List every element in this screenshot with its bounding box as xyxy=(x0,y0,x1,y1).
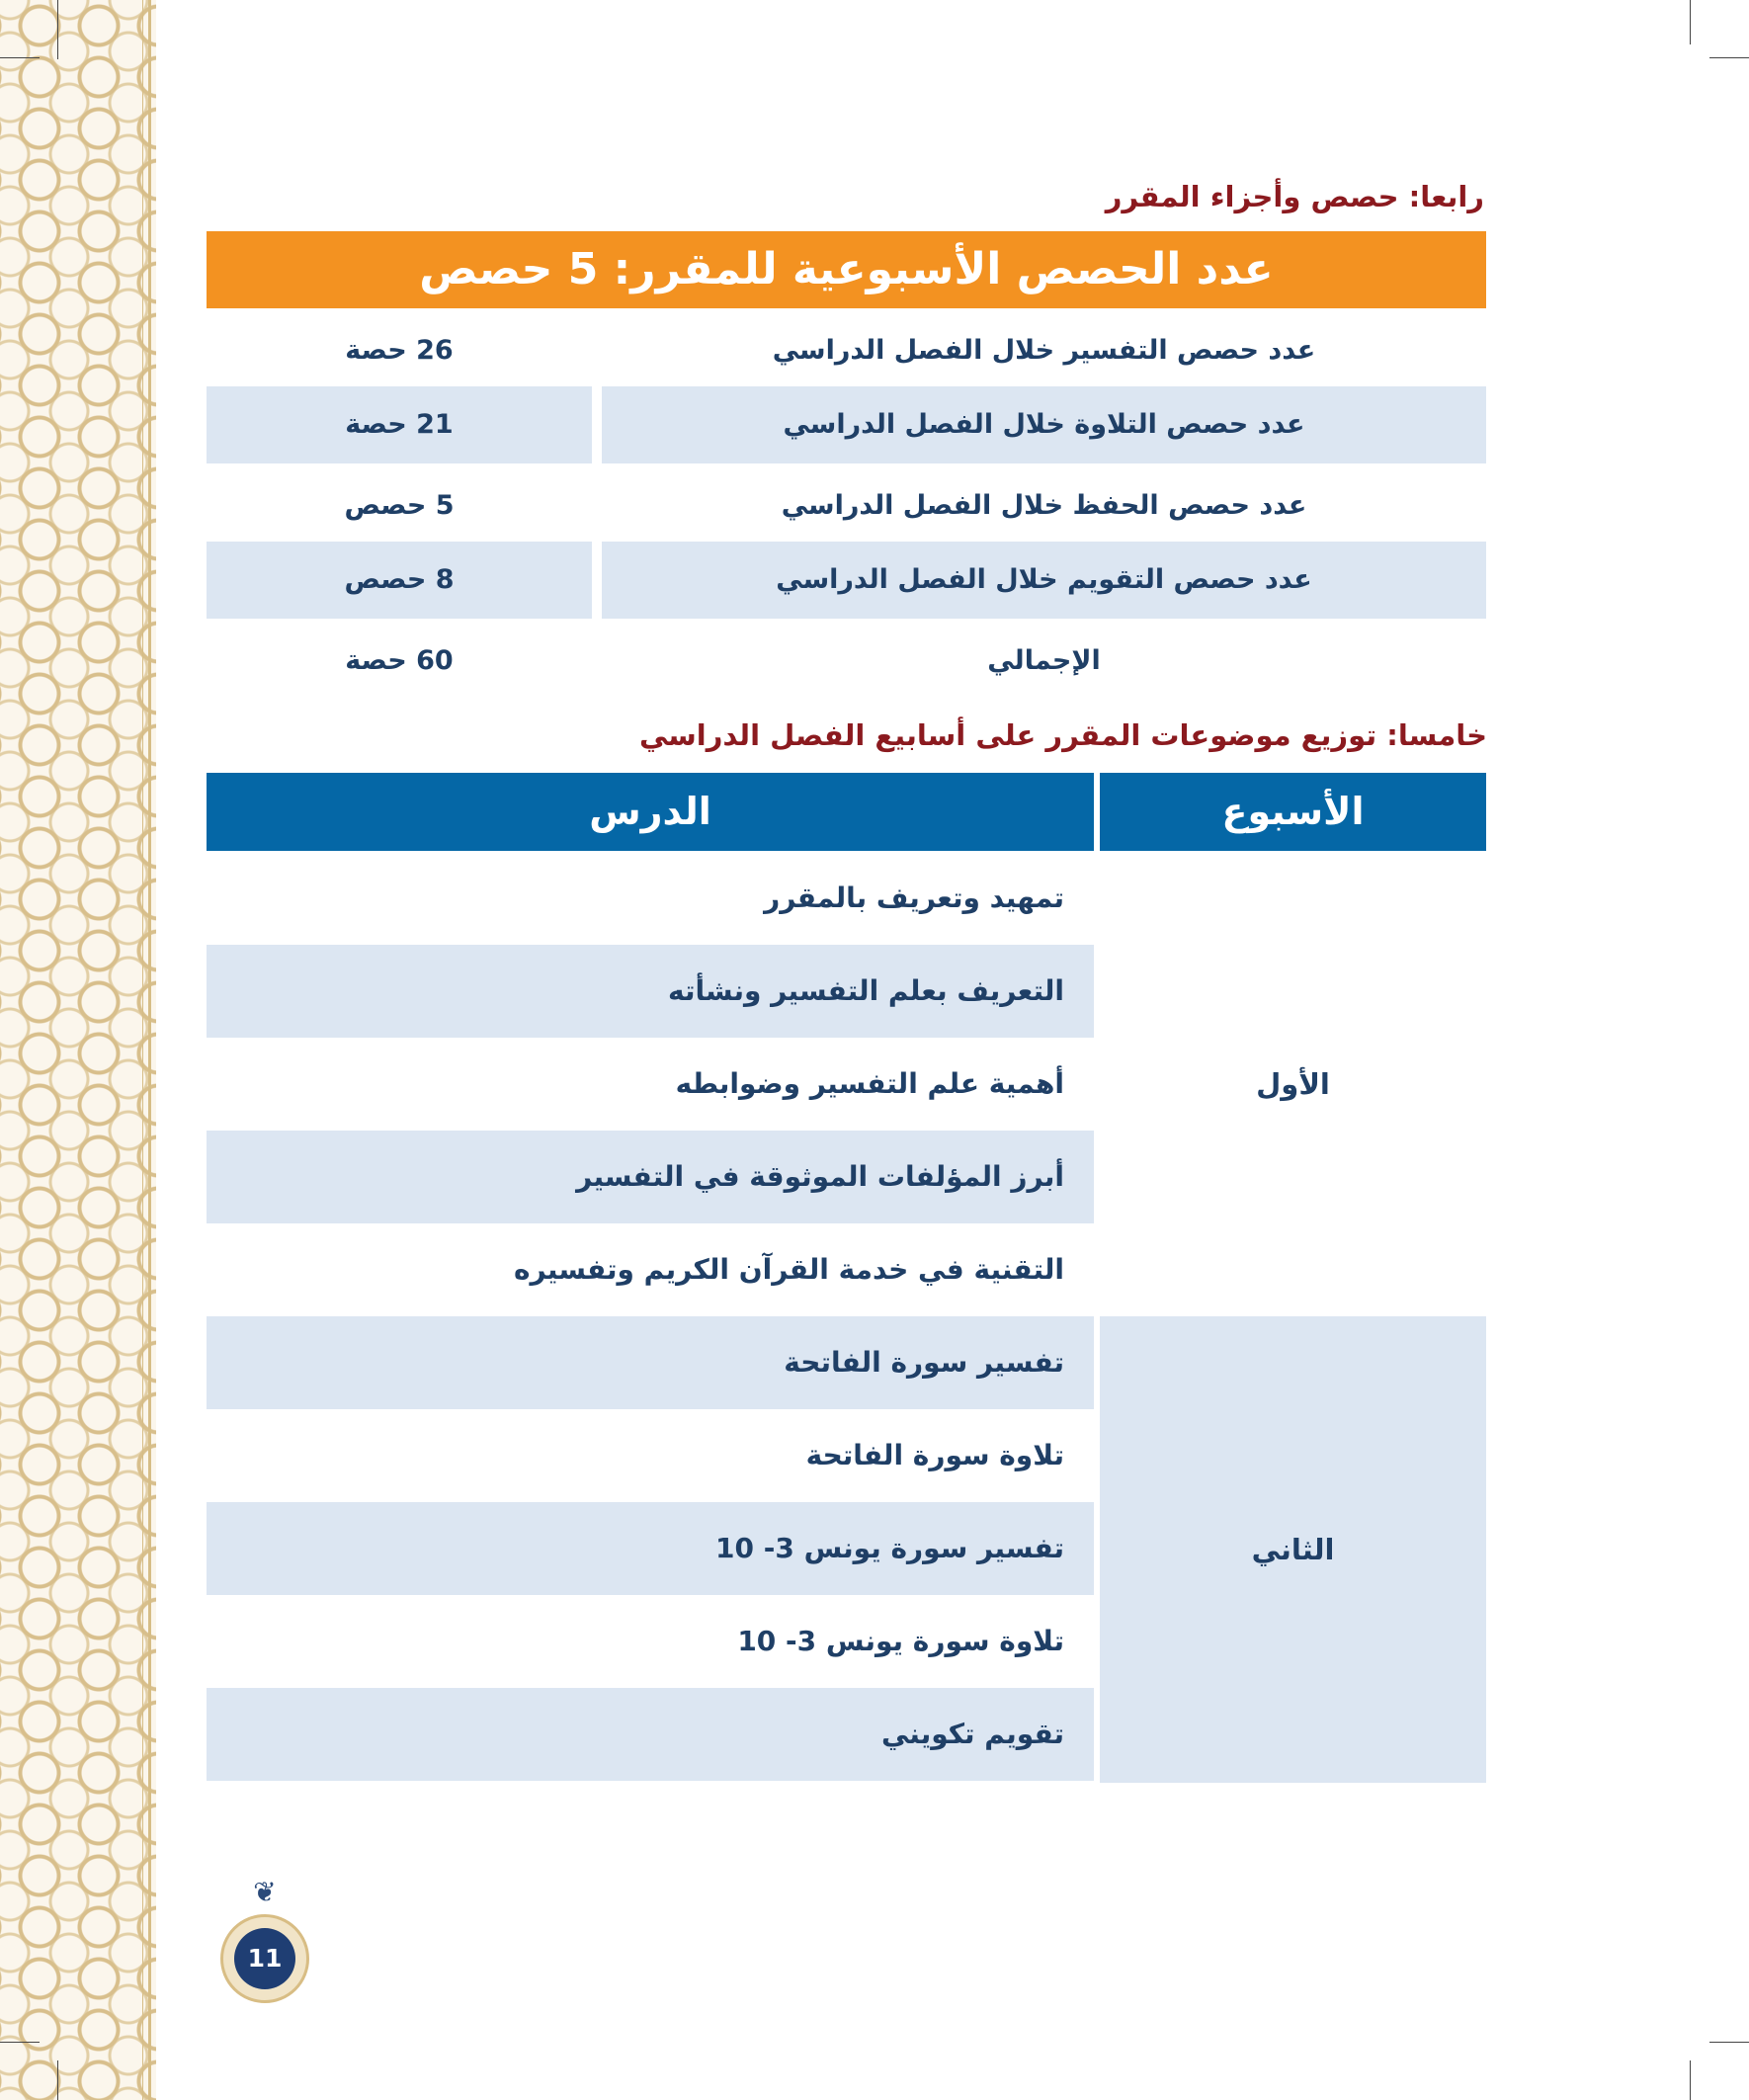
sessions-row xyxy=(207,312,1486,389)
crop-mark xyxy=(1690,0,1691,44)
border-line-thin xyxy=(142,0,143,2100)
sessions-label-text: عدد حصص التفسير خلال الفصل الدراسي xyxy=(772,335,1316,366)
sessions-row xyxy=(207,467,1486,545)
decorative-border xyxy=(0,0,156,2100)
week-cell-first: الأول xyxy=(1256,1067,1330,1101)
sessions-label: عدد حصص التقويم خلال الفصل الدراسي xyxy=(602,542,1486,619)
sessions-value: 21 حصة xyxy=(207,386,592,463)
page-number: 11 xyxy=(234,1928,295,1989)
lesson-row: أهمية علم التفسير وضوابطه xyxy=(675,1067,1064,1100)
sessions-label: عدد حصص الحفظ خلال الفصل الدراسي xyxy=(781,490,1307,521)
weekly-sessions-banner: عدد الحصص الأسبوعية للمقرر: 5 حصص xyxy=(207,231,1486,308)
sessions-label xyxy=(602,312,1486,389)
sessions-value: 26 حصة xyxy=(345,335,454,366)
sessions-total-row xyxy=(207,623,1486,700)
sessions-row xyxy=(207,386,1486,463)
border-line xyxy=(148,0,151,2100)
lesson-row: التعريف بعلم التفسير ونشأته xyxy=(207,945,1094,1038)
crop-mark xyxy=(0,2042,40,2043)
lesson-row: تقويم تكويني xyxy=(207,1688,1094,1781)
lesson-row: تلاوة سورة الفاتحة xyxy=(805,1439,1064,1471)
sessions-total-value: 60 حصة xyxy=(345,645,454,676)
lesson-row: تفسير سورة يونس 3- 10 xyxy=(207,1502,1094,1595)
lesson-row: تفسير سورة الفاتحة xyxy=(207,1316,1094,1409)
crop-mark xyxy=(1709,57,1749,58)
crop-mark xyxy=(0,57,40,58)
column-header-lesson: الدرس xyxy=(207,773,1094,851)
column-header-week: الأسبوع xyxy=(1100,773,1486,851)
crop-mark xyxy=(1709,2042,1749,2043)
lesson-row: تلاوة سورة يونس 3- 10 xyxy=(737,1625,1064,1657)
sessions-row xyxy=(207,542,1486,619)
sessions-value: 8 حصص xyxy=(207,542,592,619)
page-number-badge xyxy=(220,1914,309,2003)
sessions-label: عدد حصص التلاوة خلال الفصل الدراسي xyxy=(602,386,1486,463)
crop-mark xyxy=(1690,2060,1691,2100)
lesson-row: التقنية في خدمة القرآن الكريم وتفسيره xyxy=(513,1253,1064,1286)
lesson-row: تمهيد وتعريف بالمقرر xyxy=(764,882,1064,914)
sessions-total-label: الإجمالي xyxy=(987,645,1101,676)
section-title-fifth: خامسا: توزيع موضوعات المقرر على أسابيع الفصل الدراسي xyxy=(638,718,1487,752)
section-title-fourth: رابعا: حصص وأجزاء المقرر xyxy=(1105,180,1484,213)
lesson-row: أبرز المؤلفات الموثوقة في التفسير xyxy=(207,1131,1094,1223)
ornament-icon: ❦ xyxy=(253,1876,277,1908)
week-cell-second: الثاني xyxy=(1100,1316,1486,1783)
sessions-value: 5 حصص xyxy=(344,490,455,521)
crop-mark xyxy=(57,0,58,59)
crop-mark xyxy=(57,2060,58,2100)
